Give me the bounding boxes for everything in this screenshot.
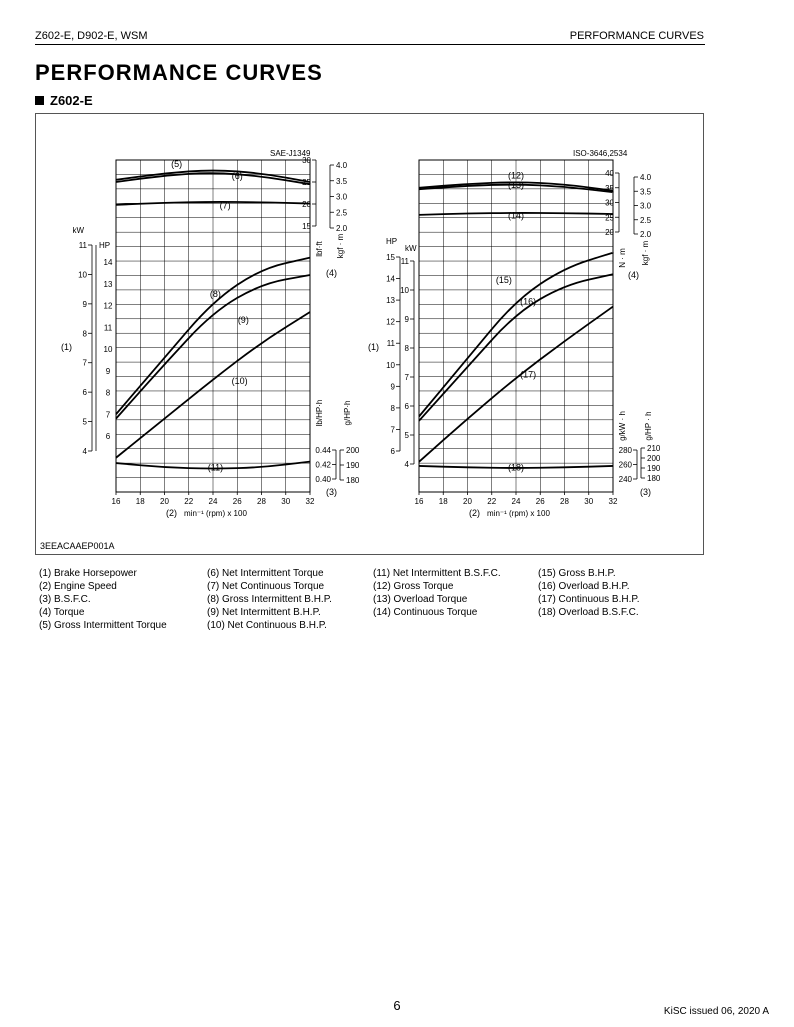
chart1-kw-tick-label: 10 bbox=[78, 270, 87, 280]
legend-item: (16) Overload B.H.P. bbox=[538, 581, 630, 592]
chart2-nm-tick-label: 20 bbox=[605, 228, 614, 237]
chart1-series-label: (7) bbox=[219, 200, 231, 211]
chart1-axis-tag-torque: (4) bbox=[326, 268, 337, 278]
legend-item: (4) Torque bbox=[39, 607, 85, 618]
legend-item: (3) B.S.F.C. bbox=[39, 594, 91, 605]
chart1-g-hp-h-tick-label: 200 bbox=[346, 446, 360, 455]
chart1-hp-tick-label: 6 bbox=[105, 432, 111, 441]
legend-item: (10) Net Continuous B.H.P. bbox=[207, 620, 327, 631]
chart2-x-tick-label: 22 bbox=[487, 497, 497, 506]
chart2-g-hp-h-unit: g/HP · h bbox=[644, 411, 653, 441]
chart2-x-tick-label: 18 bbox=[438, 497, 448, 506]
chart2-nm-tick-label: 25 bbox=[605, 213, 614, 223]
legend-item: (1) Brake Horsepower bbox=[39, 568, 137, 579]
chart2-kw-tick-label: 8 bbox=[404, 344, 409, 353]
legend-item: (8) Gross Intermittent B.H.P. bbox=[207, 594, 332, 605]
chart2-g-kw-h-unit: g/kW · h bbox=[618, 411, 627, 441]
chart1-kgf-m-unit: kgf · m bbox=[336, 233, 345, 259]
chart1-series-label: (6) bbox=[231, 170, 243, 181]
chart1-kgf-m-tick-label: 3.5 bbox=[336, 176, 348, 186]
chart1-x-tick-label: 30 bbox=[281, 497, 291, 506]
chart2-axis-tag-bsfc: (3) bbox=[640, 487, 651, 497]
chart2-series-label: (15) bbox=[495, 274, 512, 285]
chart2-series-label: (18) bbox=[507, 462, 525, 473]
chart1-axis-tag-bsfc: (3) bbox=[326, 487, 337, 497]
chart2-xlabel-num: (2) bbox=[469, 508, 480, 518]
chart1-kw-tick-label: 6 bbox=[82, 388, 87, 398]
chart1-series-label: (11) bbox=[207, 462, 224, 473]
legend-item: (5) Gross Intermittent Torque bbox=[39, 620, 167, 631]
chart2-standard-label: ISO-3646,2534 bbox=[573, 149, 628, 158]
chart1-hp-tick-label: 8 bbox=[105, 388, 111, 398]
chart2-x-tick-label: 28 bbox=[560, 497, 569, 506]
chart1-kw-tick-label: 7 bbox=[82, 358, 87, 368]
chart1-lbf-ft-tick-label: 30 bbox=[302, 156, 311, 165]
chart1-lbf-ft-tick-label: 15 bbox=[302, 222, 311, 231]
legend-item: (15) Gross B.H.P. bbox=[538, 568, 616, 579]
chart2-series-label: (17) bbox=[520, 369, 537, 380]
chart1-x-tick-label: 32 bbox=[305, 497, 315, 506]
chart1-hp-tick-label: 11 bbox=[103, 323, 113, 333]
legend-col-3 bbox=[373, 567, 501, 619]
chart1-lbf-ft-unit: lbf·ft bbox=[315, 241, 324, 257]
chart1-kw-tick-label: 9 bbox=[82, 299, 87, 309]
chart1-hp-tick-label: 14 bbox=[103, 258, 113, 267]
chart2-kw-tick-label: 6 bbox=[404, 402, 409, 411]
legend-col-1 bbox=[39, 567, 167, 632]
chart2-x-tick-label: 30 bbox=[584, 497, 594, 506]
chart1-kgf-m-tick-label: 3.0 bbox=[336, 192, 348, 202]
chart2-hp-tick-label: 14 bbox=[386, 274, 395, 284]
chart2-hp-tick-label: 6 bbox=[390, 447, 395, 456]
chart2-x-tick-label: 20 bbox=[463, 497, 472, 506]
chart1-g-hp-h-tick-label: 180 bbox=[346, 476, 360, 485]
chart1-lbf-ft-tick-label: 20 bbox=[302, 200, 311, 209]
chart2-series-label: (14) bbox=[507, 210, 525, 221]
legend-item: (2) Engine Speed bbox=[39, 581, 117, 592]
subtitle-text: Z602-E bbox=[50, 93, 93, 108]
chart2-hp-tick-label: 12 bbox=[386, 317, 395, 327]
chart1-lb-hp-h-tick-label: 0.44 bbox=[315, 446, 331, 455]
chart1-series-label: (9) bbox=[237, 314, 249, 325]
legend-item: (12) Gross Torque bbox=[373, 581, 454, 592]
chart2-series-label: (13) bbox=[507, 180, 525, 191]
chart2-kw-tick-label: 11 bbox=[400, 257, 409, 266]
header-right: PERFORMANCE CURVES bbox=[569, 30, 704, 42]
chart2-series-label: (16) bbox=[520, 296, 537, 307]
chart2-x-tick-label: 32 bbox=[608, 497, 618, 506]
chart1-standard-label: SAE-J1349 bbox=[270, 149, 311, 158]
chart2-hp-tick-label: 9 bbox=[390, 382, 395, 392]
legend-item: (18) Overload B.S.F.C. bbox=[538, 607, 639, 618]
chart1-kgf-m-tick-label: 4.0 bbox=[336, 161, 348, 170]
legend-item: (6) Net Intermittent Torque bbox=[207, 568, 324, 579]
chart2-kw-tick-label: 5 bbox=[404, 431, 409, 440]
chart2-kgf-m-tick-label: 3.5 bbox=[640, 187, 652, 197]
chart2-kgf-m-tick-label: 2.5 bbox=[640, 215, 652, 225]
chart1-lb-hp-h-unit: lb/HP·h bbox=[315, 399, 324, 427]
chart1-series-label: (8) bbox=[209, 288, 221, 299]
chart1-hp-tick-label: 13 bbox=[103, 279, 113, 289]
chart2-kgf-m-tick-label: 2.0 bbox=[640, 230, 652, 239]
chart1-x-tick-label: 20 bbox=[160, 497, 169, 506]
chart2-x-tick-label: 26 bbox=[535, 497, 545, 506]
chart1-x-tick-label: 18 bbox=[135, 497, 145, 506]
chart2-kw-tick-label: 10 bbox=[400, 286, 409, 295]
chart2-hp-tick-label: 13 bbox=[386, 296, 395, 306]
chart2-kgf-m-unit: kgf · m bbox=[641, 240, 650, 266]
chart2-g-kw-h-tick-label: 260 bbox=[618, 460, 632, 470]
chart2-kgf-m-tick-label: 4.0 bbox=[640, 173, 652, 182]
chart1-series-label: (10) bbox=[231, 375, 248, 386]
chart2-kw-unit: kW bbox=[405, 244, 417, 253]
chart2-hp-tick-label: 8 bbox=[390, 403, 395, 413]
chart2-xlabel-text: min⁻¹ (rpm) x 100 bbox=[487, 509, 550, 518]
chart2-g-kw-h-tick-label: 280 bbox=[618, 446, 632, 455]
chart2-g-kw-h-tick-label: 240 bbox=[618, 475, 632, 484]
legend-item: (11) Net Intermittent B.S.F.C. bbox=[373, 568, 501, 579]
chart2-kgf-m-tick-label: 3.0 bbox=[640, 201, 652, 211]
chart2-g-hp-h-tick-label: 210 bbox=[647, 444, 661, 453]
page-title: PERFORMANCE CURVES bbox=[35, 60, 323, 85]
chart1-hp-tick-label: 12 bbox=[103, 301, 113, 311]
chart1-x-tick-label: 24 bbox=[208, 497, 218, 506]
chart2-kw-tick-label: 9 bbox=[404, 315, 409, 324]
chart2-x-tick-label: 24 bbox=[511, 497, 521, 506]
chart1-g-hp-h-tick-label: 190 bbox=[346, 461, 360, 470]
chart2-nm-unit: N · m bbox=[618, 248, 627, 268]
chart1-kgf-m-tick-label: 2.5 bbox=[336, 208, 348, 218]
legend-item: (13) Overload Torque bbox=[373, 594, 468, 605]
chart1-x-tick-label: 16 bbox=[111, 497, 121, 506]
chart2-nm-tick-label: 40 bbox=[605, 169, 614, 178]
chart1-lb-hp-h-tick-label: 0.42 bbox=[315, 460, 331, 470]
chart1-kw-tick-label: 5 bbox=[82, 417, 87, 427]
chart2-series-label: (12) bbox=[507, 170, 525, 181]
legend-item: (9) Net Intermittent B.H.P. bbox=[207, 607, 321, 618]
legend-item: (7) Net Continuous Torque bbox=[207, 581, 325, 592]
chart1-x-tick-label: 22 bbox=[184, 497, 194, 506]
legend-item: (17) Continuous B.H.P. bbox=[538, 594, 640, 605]
chart2-g-hp-h-tick-label: 200 bbox=[647, 454, 661, 463]
chart2-g-hp-h-tick-label: 180 bbox=[647, 474, 661, 483]
chart1-lb-hp-h-tick-label: 0.40 bbox=[315, 475, 331, 484]
chart1-xlabel-text: min⁻¹ (rpm) x 100 bbox=[184, 509, 247, 518]
chart1-xlabel-num: (2) bbox=[166, 508, 177, 518]
chart1-hp-tick-label: 10 bbox=[103, 345, 113, 354]
chart1-kw-unit: kW bbox=[72, 226, 84, 235]
chart1-kw-tick-label: 4 bbox=[82, 447, 87, 456]
legend-col-4 bbox=[538, 567, 640, 619]
chart2-g-hp-h-tick-label: 190 bbox=[647, 464, 661, 473]
page-number: 6 bbox=[393, 998, 401, 1013]
figure-code: 3EEACAAEP001A bbox=[40, 541, 115, 551]
chart1-lbf-ft-tick-label: 25 bbox=[302, 178, 311, 187]
chart1-g-hp-h-unit: g/HP·h bbox=[343, 400, 352, 426]
chart2-axis-tag-bhp: (1) bbox=[368, 342, 379, 352]
chart1-x-tick-label: 28 bbox=[257, 497, 266, 506]
chart1-axis-tag-bhp: (1) bbox=[61, 342, 72, 352]
legend-item: (14) Continuous Torque bbox=[373, 607, 478, 618]
chart1-hp-unit: HP bbox=[99, 241, 111, 250]
chart2-hp-tick-label: 10 bbox=[386, 360, 395, 370]
legend-col-2 bbox=[207, 567, 332, 632]
chart2-hp-tick-label: 11 bbox=[386, 339, 395, 349]
chart1-hp-tick-label: 9 bbox=[105, 366, 111, 376]
header-left: Z602-E, D902-E, WSM bbox=[35, 30, 148, 42]
chart1-hp-tick-label: 7 bbox=[105, 410, 111, 420]
chart2-x-tick-label: 16 bbox=[414, 497, 424, 506]
issue-note: KiSC issued 06, 2020 A bbox=[663, 1006, 769, 1017]
chart2-nm-tick-label: 35 bbox=[605, 183, 614, 193]
chart1-x-tick-label: 26 bbox=[232, 497, 242, 506]
chart1-kw-tick-label: 8 bbox=[82, 329, 87, 339]
chart2-hp-tick-label: 15 bbox=[386, 253, 395, 262]
chart1-series-label: (5) bbox=[171, 159, 183, 170]
chart2-kw-tick-label: 4 bbox=[404, 460, 409, 469]
chart2-hp-unit: HP bbox=[386, 237, 398, 246]
chart2-nm-tick-label: 30 bbox=[605, 198, 614, 208]
chart2-axis-tag-torque: (4) bbox=[628, 270, 639, 280]
chart2-hp-tick-label: 7 bbox=[390, 425, 395, 435]
chart1-kgf-m-tick-label: 2.0 bbox=[336, 224, 348, 233]
chart1-kw-tick-label: 11 bbox=[78, 241, 87, 250]
chart2-kw-tick-label: 7 bbox=[404, 373, 409, 382]
